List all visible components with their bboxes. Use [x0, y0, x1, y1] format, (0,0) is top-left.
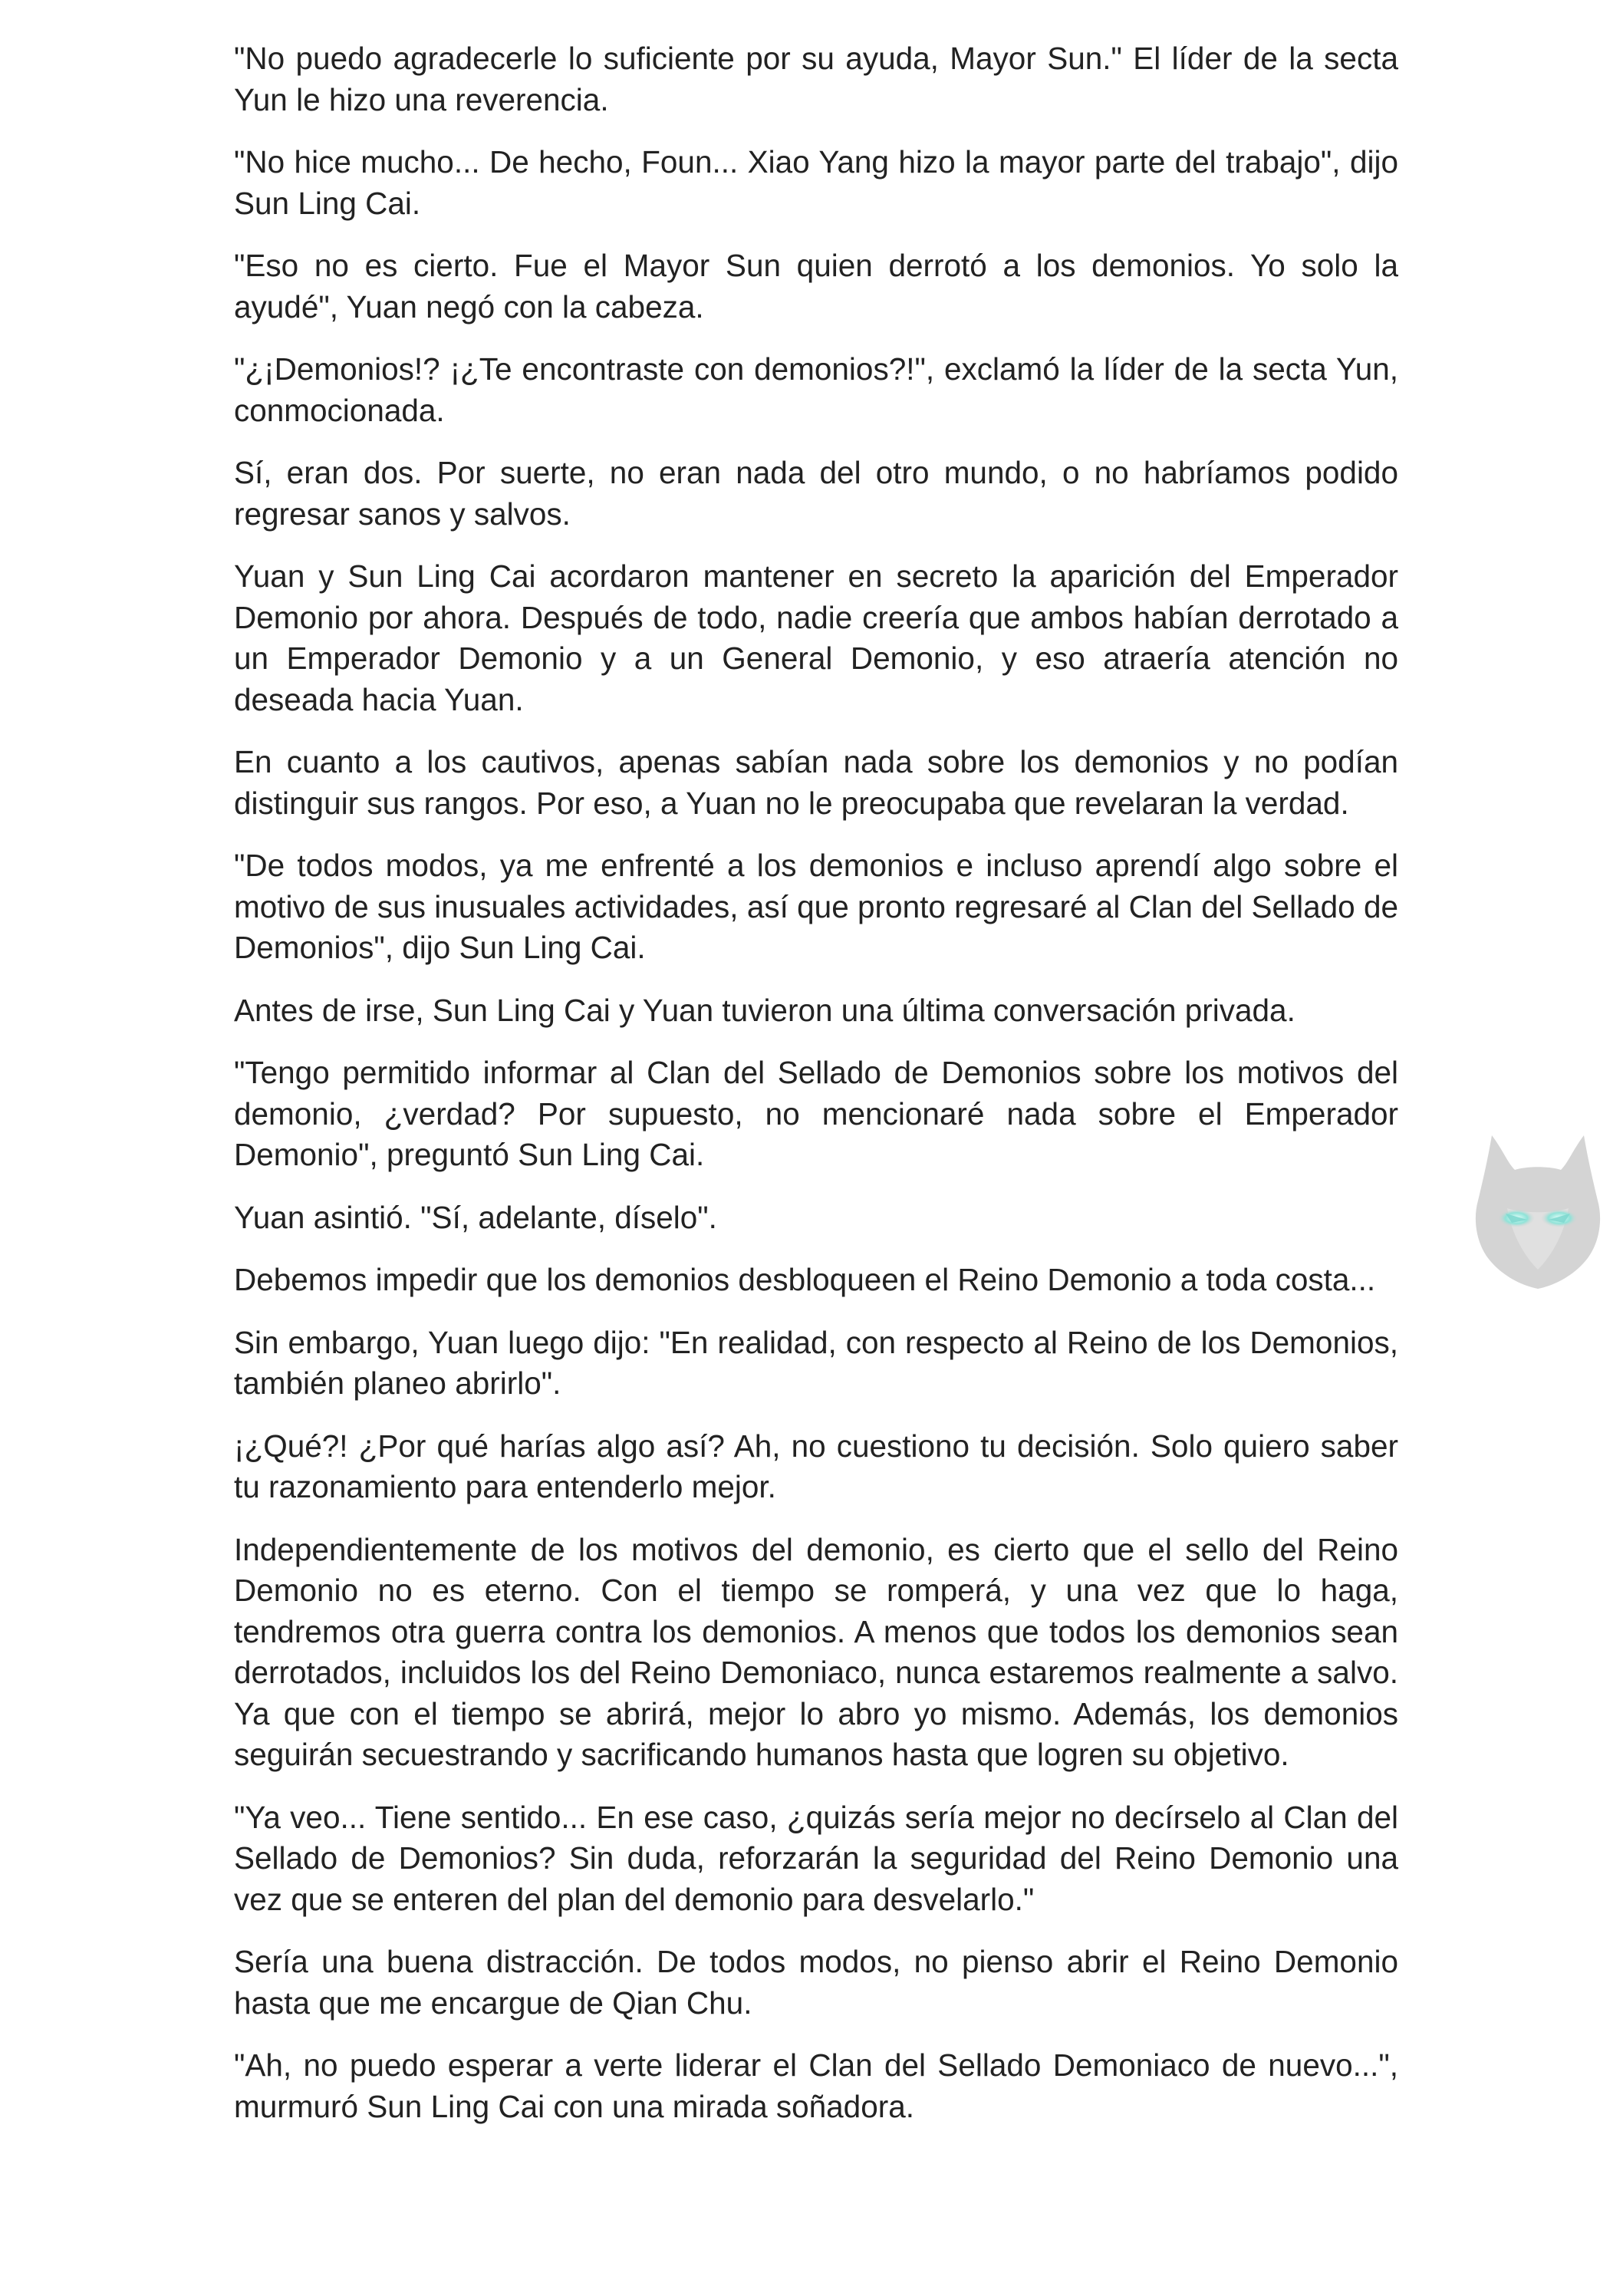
paragraph-13: Sin embargo, Yuan luego dijo: "En realidad, con respecto al Reino de los Demonios, también planeo abrirlo".: [234, 1324, 1398, 1401]
paragraph-14: ¡¿Qué?! ¿Por qué harías algo así? Ah, no cuestiono tu decisión. Solo quiero saber tu razonamiento para entenderlo mejor.: [234, 1428, 1398, 1504]
paragraph-8: "De todos modos, ya me enfrenté a los demonios e incluso aprendí algo sobre el motivo de sus inusuales actividades, así que pronto regresaré al Clan del Sellado de Demonios", dijo Sun Ling Cai.: [234, 848, 1398, 965]
paragraph-16: "Ya veo... Tiene sentido... En ese caso, ¿quizás sería mejor no decírselo al Clan del Sellado de Demonios? Sin duda, reforzarán la seguridad del Reino Demonio una vez que se enteren del plan del demonio para desvelarlo.": [234, 1799, 1398, 1917]
paragraph-15: Independientemente de los motivos del demonio, es cierto que el sello del Reino Demonio no es eterno. Con el tiempo se romperá, y una vez que lo haga, tendremos otra guerra contra los demonios. A menos que todos los demonios sean derrotados, incluidos los del Reino Demoniaco, nunca estaremos realmente a salvo. Ya que con el tiempo se abrirá, mejor lo abro yo mismo. Además, los demonios seguirán secuestrando y sacrificando humanos hasta que logren su objetivo.: [234, 1531, 1398, 1772]
demon-head-icon: [1461, 1128, 1615, 1296]
paragraph-2: "No hice mucho... De hecho, Foun... Xiao Yang hizo la mayor parte del trabajo", dijo Sun Ling Cai.: [234, 144, 1398, 221]
paragraph-1: "No puedo agradecerle lo suficiente por su ayuda, Mayor Sun." El líder de la secta Yun le hizo una reverencia.: [234, 41, 1398, 117]
paragraph-17: Sería una buena distracción. De todos modos, no pienso abrir el Reino Demonio hasta que me encargue de Qian Chu.: [234, 1944, 1398, 2021]
paragraph-3: "Eso no es cierto. Fue el Mayor Sun quien derrotó a los demonios. Yo solo la ayudé", Yuan negó con la cabeza.: [234, 248, 1398, 324]
paragraph-6: Yuan y Sun Ling Cai acordaron mantener en secreto la aparición del Emperador Demonio por ahora. Después de todo, nadie creería que ambos habían derrotado a un Emperador Demonio y a un General Demonio, y eso atraería atención no deseada hacia Yuan.: [234, 558, 1398, 717]
paragraph-10: "Tengo permitido informar al Clan del Sellado de Demonios sobre los motivos del demonio, ¿verdad? Por supuesto, no mencionaré nada sobre el Emperador Demonio", preguntó Sun Ling Cai.: [234, 1055, 1398, 1172]
text-column: [234, 38, 1398, 2149]
paragraph-7: En cuanto a los cautivos, apenas sabían nada sobre los demonios y no podían distinguir sus rangos. Por eso, a Yuan no le preocupaba que revelaran la verdad.: [234, 744, 1398, 821]
paragraph-18: "Ah, no puedo esperar a verte liderar el Clan del Sellado Demoniaco de nuevo...", murmuró Sun Ling Cai con una mirada soñadora.: [234, 2047, 1398, 2124]
paragraph-5: Sí, eran dos. Por suerte, no eran nada del otro mundo, o no habríamos podido regresar sanos y salvos.: [234, 455, 1398, 532]
paragraph-12: Debemos impedir que los demonios desbloqueen el Reino Demonio a toda costa...: [234, 1262, 1376, 1297]
paragraph-4: "¿¡Demonios!? ¡¿Te encontraste con demonios?!", exclamó la líder de la secta Yun, conmocionada.: [234, 351, 1398, 428]
paragraph-9: Antes de irse, Sun Ling Cai y Yuan tuvieron una última conversación privada.: [234, 992, 1295, 1028]
paragraph-11: Yuan asintió. "Sí, adelante, díselo".: [234, 1199, 717, 1235]
